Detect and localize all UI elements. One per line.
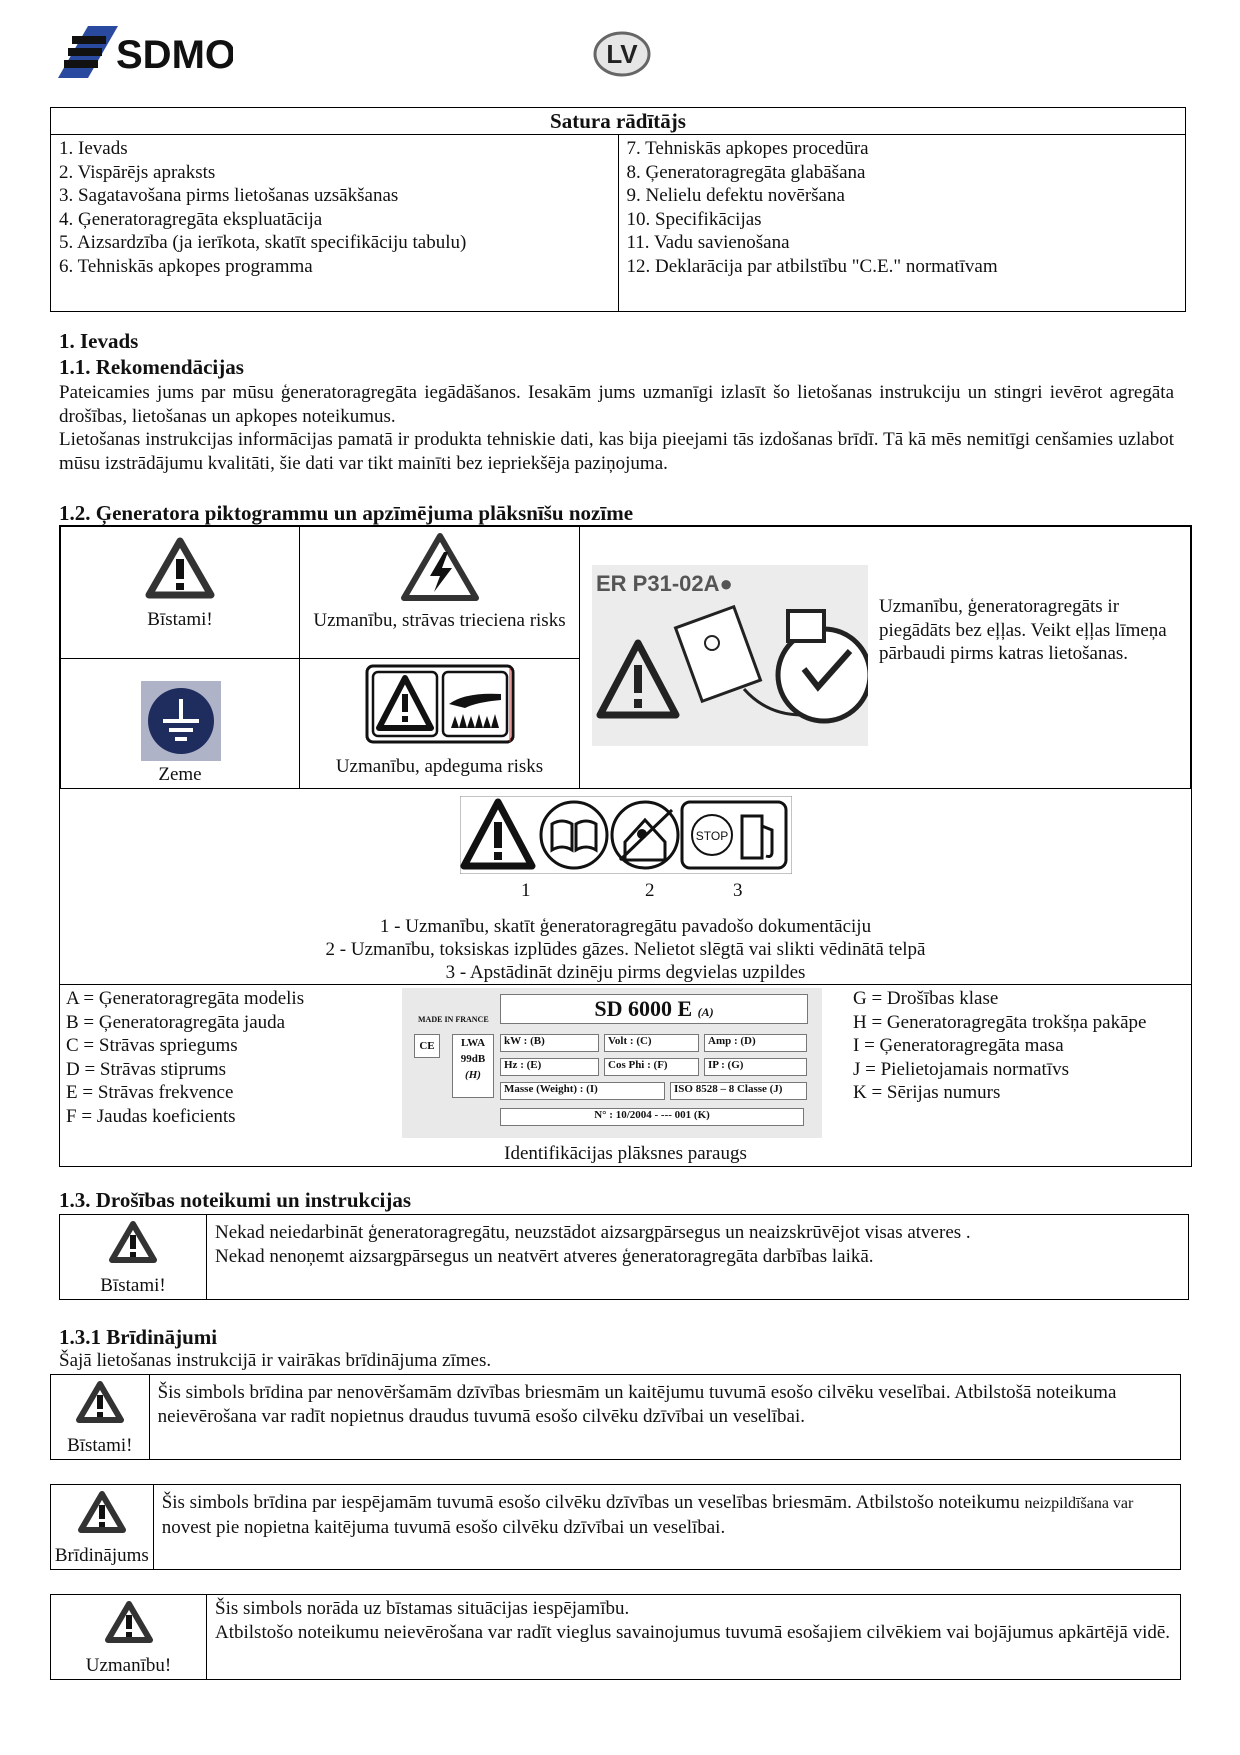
pictogram-number: 1 — [521, 880, 531, 901]
plate-caption: Identifikācijas plāksnes paraugs — [504, 1143, 747, 1164]
pictogram-number: 2 — [645, 880, 655, 901]
toc-item[interactable]: 6. Tehniskās apkopes programma — [59, 255, 313, 277]
combined-pictograms-cell — [60, 788, 1191, 985]
subsection-title: 1.3. Drošības noteikumi un instrukcijas — [59, 1188, 412, 1212]
safety-label-cell — [60, 1215, 207, 1299]
safety-rules-text: Nekad neiedarbināt ģeneratoragregātu, neuzstādot aizsargpārsegus un neaizskrūvējot visas atveres . Nekad nenoņemt aizsargpārsegus un neatvērt atveres ģeneratoragregāta darbības laikā. — [215, 1222, 971, 1267]
burn-label: Uzmanību, apdeguma risks — [335, 756, 544, 777]
toc-item[interactable]: 8. Ģeneratoragregāta glabāšana — [626, 161, 866, 183]
toc-item[interactable]: 10. Specifikācijas — [626, 208, 762, 230]
toc-item[interactable]: 9. Nelielu defektu novēršana — [626, 185, 845, 206]
warning-triangle-icon — [78, 1491, 126, 1533]
subsection-title: 1.2. Ģeneratora piktogrammu un apzīmējuma plāksnīšu nozīme — [59, 501, 634, 525]
toc-left-column — [51, 135, 618, 311]
warning-table-danger — [50, 1374, 1181, 1460]
warning-description: Šis simbols brīdina par iespējamām tuvumā esošo cilvēku dzīvības un veselības briesmām. Atbilstošo noteikumu neizpildīšana var novest pie nopietna kaitējuma tuvumā esošo cilvēku dzīvībai un veselībai. — [161, 1492, 1134, 1538]
shock-label: Uzmanību, strāvas trieciena risks — [313, 610, 566, 631]
shock-cell — [299, 526, 580, 659]
oil-note: Uzmanību, ģeneratoragregāts ir piegādāts bez eļļas. Veikt eļļas līmeņa pārbaudi pirms katras lietošanas. — [879, 596, 1167, 664]
toc-right-column — [618, 135, 1186, 311]
language-badge — [592, 30, 652, 78]
intro-paragraph: Lietošanas instrukcijas informācijas pamatā ir produkta tehniskie dati, kas bija pieejami tās izdošanas brīdī. Tā kā mēs nemitīgi cenšamies uzlabot mūsu izstrādājumu kvalitāti, šie dati var tikt mainīti bez iepriekšēja paziņojuma. — [59, 429, 1174, 474]
toc-item[interactable]: 2. Vispārējs apraksts — [59, 161, 216, 183]
er-code: ER P31-02A● — [596, 571, 733, 596]
toc-item[interactable]: 7. Tehniskās apkopes procedūra — [626, 138, 869, 159]
toc-item[interactable]: 1. Ievads — [59, 138, 128, 159]
earth-cell — [60, 658, 300, 789]
legend-line: 1 - Uzmanību, skatīt ģeneratoragregātu pavadošo dokumentāciju — [379, 916, 872, 937]
plate-legend-right: G = Drošības klase H = Generatoragregāta trokšņa pakāpe I = Ģeneratoragregāta masa J = Pielietojamais normatīvs K = Sērijas numurs — [853, 988, 1147, 1103]
safety-rules-table — [59, 1214, 1189, 1300]
warning-triangle-icon — [76, 1381, 124, 1423]
pictogram-number: 3 — [733, 880, 743, 901]
warnings-intro: Šajā lietošanas instrukcijā ir vairākas brīdinājuma zīmes. — [59, 1350, 492, 1371]
warning-triangle-icon — [105, 1601, 153, 1643]
burn-risk-icon — [365, 664, 515, 744]
subsection-title: 1.3.1 Brīdinājumi — [59, 1325, 218, 1349]
warning-triangle-icon — [109, 1221, 157, 1263]
pictogram-table — [59, 525, 1192, 1167]
electric-shock-icon — [400, 532, 480, 602]
danger-label: Bīstami! — [100, 1275, 166, 1296]
identification-plate: MADE IN FRANCE SD 6000 E (A) CE LWA 99dB (H) kW : (B) Volt : (C) Amp : (D) Hz : (E) Cos Phi : (F) IP : (G) Masse (Weight) : (I) ISO 8528 – 8 Classe (J) N° : 10/2004 - --- 001 (K) — [402, 988, 822, 1138]
toc-item[interactable]: 3. Sagatavošana pirms lietošanas uzsākšanas — [59, 185, 399, 206]
danger-description: Šis simbols brīdina par nenovēršamām dzīvības briesmām un kaitējumu tuvumā esošo cilvēku veselībai. Atbilstošā noteikuma neievērošana var radīt nopietnus draudus tuvumā esošo cilvēku dzīvībai un veselībai. — [157, 1382, 1117, 1427]
danger-label: Bīstami! — [67, 1435, 133, 1456]
toc-item[interactable]: 5. Aizsardzība (ja ierīkota, skatīt specifikāciju tabulu) — [59, 232, 467, 253]
legend-line: 3 - Apstādināt dzinēju pirms degvielas uzpildes — [445, 962, 806, 983]
section-title: 1. Ievads — [59, 329, 139, 353]
table-of-contents — [50, 107, 1186, 312]
toc-item[interactable]: 12. Deklarācija par atbilstību "C.E." normatīvam — [626, 255, 998, 277]
caution-description: Šis simbols norāda uz bīstamas situācijas iespējamību. Atbilstošo noteikumu neievērošana var radīt vieglus savainojumus tuvumā esošajiem cilvēkiem vai bojājumus apkārtējā vidē. — [215, 1598, 1171, 1643]
subsection-title: 1.1. Rekomendācijas — [59, 355, 244, 379]
plate-cell — [60, 984, 1191, 1166]
brand-text: SDMO — [116, 33, 233, 77]
combined-warning-label — [460, 796, 792, 874]
warning-table-warning — [50, 1484, 1181, 1570]
burn-cell — [299, 658, 580, 789]
svg-text:LV: LV — [606, 39, 638, 69]
intro-paragraph: Pateicamies jums par mūsu ģeneratoragregāta iegādāšanos. Iesakām jums uzmanīgi izlasīt šo lietošanas instrukciju un stingri ievērot agregāta drošības, lietošanas un apkopes noteikumus. — [59, 382, 1174, 427]
warning-triangle-icon — [145, 537, 215, 599]
earth-ground-icon — [141, 681, 221, 761]
plate-legend-left: A = Ģeneratoragregāta modelis B = Ģeneratoragregāta jauda C = Strāvas spriegums D = Strāvas stiprums E = Strāvas frekvence F = Jaudas koeficients — [66, 988, 305, 1127]
oil-cell — [579, 526, 1191, 789]
pictogram-legend — [60, 915, 1191, 984]
toc-title: Satura rādītājs — [51, 108, 1185, 135]
toc-item[interactable]: 4. Ģeneratoragregāta ekspluatācija — [59, 208, 323, 230]
legend-line: 2 - Uzmanību, toksiskas izplūdes gāzes. Nelietot slēgtā vai slikti vēdinātā telpā — [325, 939, 926, 960]
oil-warning-pictogram — [592, 565, 868, 746]
warning-table-caution — [50, 1594, 1181, 1680]
danger-label: Bīstami! — [147, 609, 213, 630]
toc-item[interactable]: 11. Vadu savienošana — [626, 232, 790, 253]
stop-text: STOP — [695, 829, 729, 843]
caution-label: Uzmanību! — [85, 1655, 172, 1676]
danger-cell — [60, 526, 300, 659]
earth-label: Zeme — [158, 764, 202, 785]
sdmo-logo — [58, 24, 233, 80]
warning-label: Brīdinājums — [54, 1545, 149, 1566]
